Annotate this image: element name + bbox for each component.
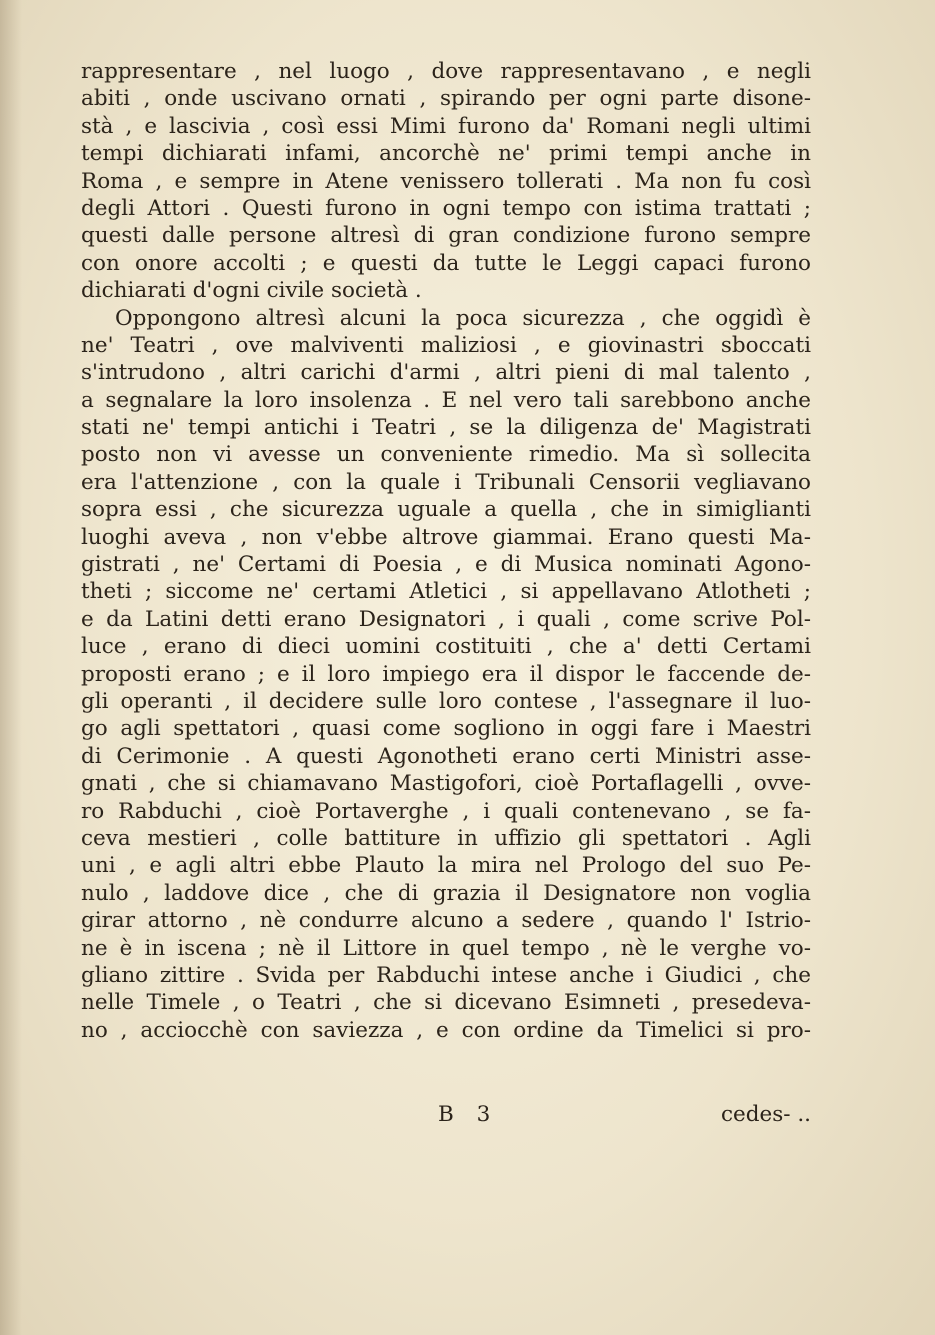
text-line: stà , e lascivia , così essi Mimi furono da' Romani negli ultimi bbox=[81, 113, 811, 139]
text-line: uni , e agli altri ebbe Plauto la mira nel Prologo del suo Pe- bbox=[81, 853, 811, 879]
text-line: nulo , laddove dice , che di grazia il Designatore non voglia bbox=[81, 880, 811, 906]
text-line: di Cerimonie . A questi Agonotheti erano certi Ministri asse- bbox=[81, 743, 811, 769]
text-line: gistrati , ne' Certami di Poesia , e di Musica nominati Agono- bbox=[81, 552, 811, 578]
text-line: luce , erano di dieci uomini costituiti , che a' detti Certami bbox=[81, 634, 811, 660]
text-line: Oppongono altresì alcuni la poca sicurezza , che oggidì è bbox=[115, 305, 811, 331]
text-line: abiti , onde uscivano ornati , spirando per ogni parte disone- bbox=[81, 86, 811, 112]
page-fold-shadow bbox=[0, 0, 22, 1335]
text-line: rappresentare , nel luogo , dove rappresentavano , e negli bbox=[81, 59, 811, 84]
text-line: ro Rabduchi , cioè Portaverghe , i quali contenevano , se fa- bbox=[81, 798, 811, 824]
page-footer bbox=[81, 1102, 811, 1132]
text-line: go agli spettatori , quasi come sogliono in oggi fare i Maestri bbox=[81, 716, 811, 742]
text-line: gnati , che si chiamavano Mastigofori, cioè Portaflagelli , ovve- bbox=[81, 771, 811, 797]
signature-mark: B 3 bbox=[438, 1102, 499, 1127]
text-line: dichiarati d'ogni civile società . bbox=[81, 278, 422, 304]
text-line: ceva mestieri , colle battiture in uffizio gli spettatori . Agli bbox=[81, 825, 811, 851]
text-line: s'intrudono , altri carichi d'armi , altri pieni di mal talento , bbox=[81, 360, 811, 386]
text-line: no , acciocchè con saviezza , e con ordine da Timelici si pro- bbox=[81, 1017, 811, 1043]
text-line: tempi dichiarati infami, ancorchè ne' primi tempi anche in bbox=[81, 141, 811, 167]
text-line: girar attorno , nè condurre alcuno a sedere , quando l' Istrio- bbox=[81, 908, 811, 934]
text-line: proposti erano ; e il loro impiego era il dispor le faccende de- bbox=[81, 661, 811, 687]
text-line: Roma , e sempre in Atene venissero tollerati . Ma non fu così bbox=[81, 168, 811, 194]
text-line: con onore accolti ; e questi da tutte le Leggi capaci furono bbox=[81, 250, 811, 276]
text-line: luoghi aveva , non v'ebbe altrove giammai. Erano questi Ma- bbox=[81, 524, 811, 550]
catchword: cedes- .. bbox=[720, 1102, 811, 1127]
text-line: a segnalare la loro insolenza . E nel vero tali sarebbono anche bbox=[81, 387, 811, 413]
text-line: ne' Teatri , ove malviventi maliziosi , e giovinastri sboccati bbox=[81, 332, 811, 358]
text-line: ne è in iscena ; nè il Littore in quel tempo , nè le verghe vo- bbox=[81, 935, 811, 961]
text-line: gliano zittire . Svida per Rabduchi intese anche i Giudici , che bbox=[81, 962, 811, 988]
text-line: degli Attori . Questi furono in ogni tempo con istima trattati ; bbox=[81, 195, 811, 221]
text-line: stati ne' tempi antichi i Teatri , se la diligenza de' Magistrati bbox=[81, 415, 811, 441]
text-line: nelle Timele , o Teatri , che si dicevano Esimneti , presedeva- bbox=[81, 990, 811, 1016]
text-line: era l'attenzione , con la quale i Tribunali Censorii vegliavano bbox=[81, 469, 811, 495]
text-line: gli operanti , il decidere sulle loro contese , l'assegnare il luo- bbox=[81, 688, 811, 714]
text-line: sopra essi , che sicurezza uguale a quella , che in simiglianti bbox=[81, 497, 811, 523]
text-line: e da Latini detti erano Designatori , i quali , come scrive Pol- bbox=[81, 606, 811, 632]
text-line: theti ; siccome ne' certami Atletici , si appellavano Atlotheti ; bbox=[81, 579, 811, 605]
body-text bbox=[81, 58, 811, 1044]
text-line: posto non vi avesse un conveniente rimedio. Ma sì sollecita bbox=[81, 442, 811, 468]
text-line: questi dalle persone altresì di gran condizione furono sempre bbox=[81, 223, 811, 249]
